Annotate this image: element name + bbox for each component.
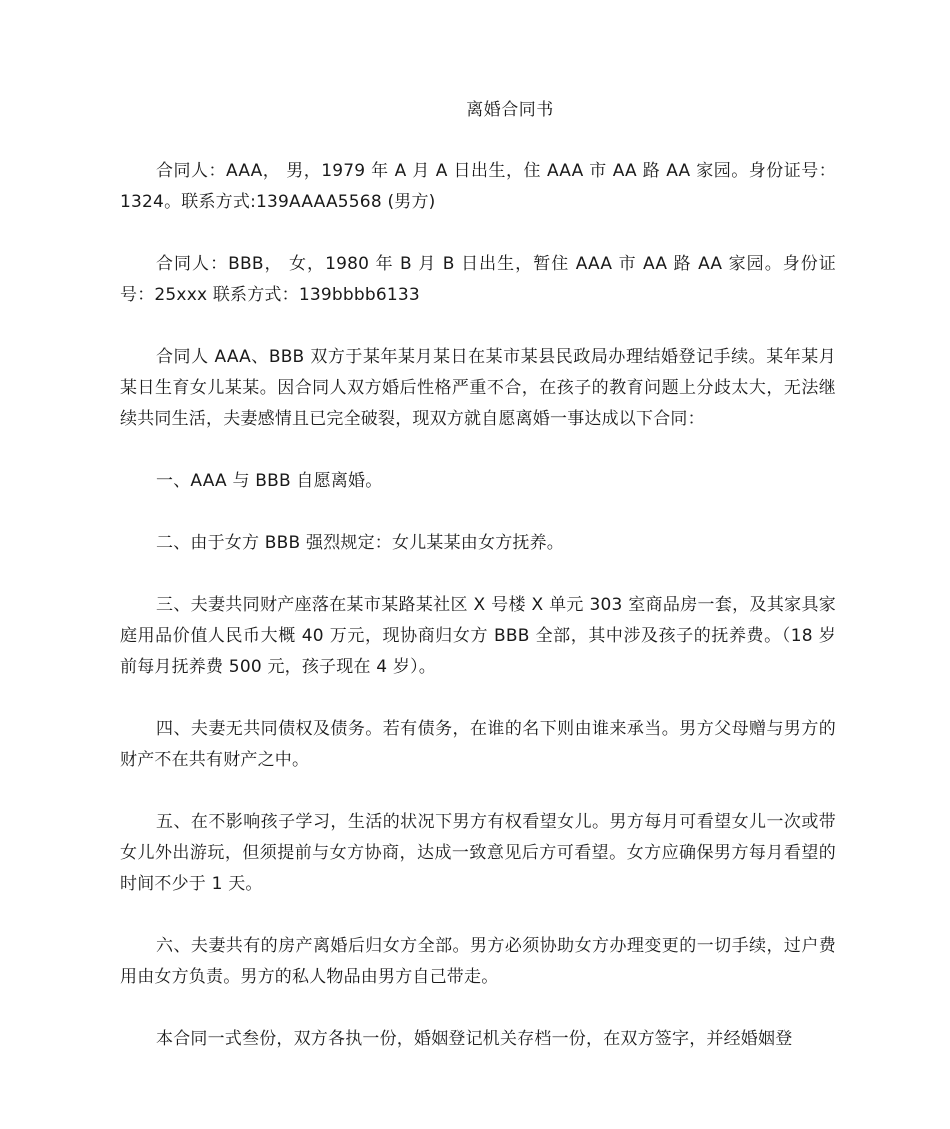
paragraph-clause-2: 二、由于女方 BBB 强烈规定：女儿某某由女方抚养。 xyxy=(156,533,564,553)
document-title: 离婚合同书 xyxy=(466,100,554,120)
paragraph-clause-3: 三、夫妻共同财产座落在某市某路某社区 X 号楼 X 单元 303 室商品房一套，及其家具家庭用品价值人民币大概 40 万元，现协商归女方 BBB 全部，其中涉及孩子的抚养费。（18 岁前每月抚养费 500 元，孩子现在 4 岁）。 xyxy=(120,595,836,677)
paragraph-clause-1: 一、AAA 与 BBB 自愿离婚。 xyxy=(156,471,383,491)
document-body xyxy=(120,156,836,1086)
paragraph-party-female: 合同人：BBB， 女，1980 年 B 月 B 日出生，暂住 AAA 市 AA 路 AA 家园。身份证号：25xxx 联系方式：139bbbb6133 xyxy=(120,254,836,305)
paragraph-background: 合同人 AAA、BBB 双方于某年某月某日在某市某县民政局办理结婚登记手续。某年某月某日生育女儿某某。因合同人双方婚后性格严重不合，在孩子的教育问题上分歧太大，无法继续共同生活，夫妻感情且已完全破裂，现双方就自愿离婚一事达成以下合同： xyxy=(120,347,836,429)
paragraph-clause-4: 四、夫妻无共同债权及债务。若有债务，在谁的名下则由谁来承当。男方父母赠与男方的财产不在共有财产之中。 xyxy=(120,719,836,770)
paragraph-clause-5: 五、在不影响孩子学习，生活的状况下男方有权看望女儿。男方每月可看望女儿一次或带女儿外出游玩，但须提前与女方协商，达成一致意见后方可看望。女方应确保男方每月看望的时间不少于 1 天。 xyxy=(120,812,836,894)
paragraph-closing: 本合同一式叁份，双方各执一份，婚姻登记机关存档一份，在双方签字，并经婚姻登 xyxy=(156,1029,793,1049)
paragraph-clause-6: 六、夫妻共有的房产离婚后归女方全部。男方必须协助女方办理变更的一切手续，过户费用由女方负责。男方的私人物品由男方自己带走。 xyxy=(120,936,836,987)
paragraph-party-male: 合同人：AAA， 男，1979 年 A 月 A 日出生，住 AAA 市 AA 路 AA 家园。身份证号：1324。联系方式:139AAAA5568 (男方) xyxy=(120,161,836,212)
